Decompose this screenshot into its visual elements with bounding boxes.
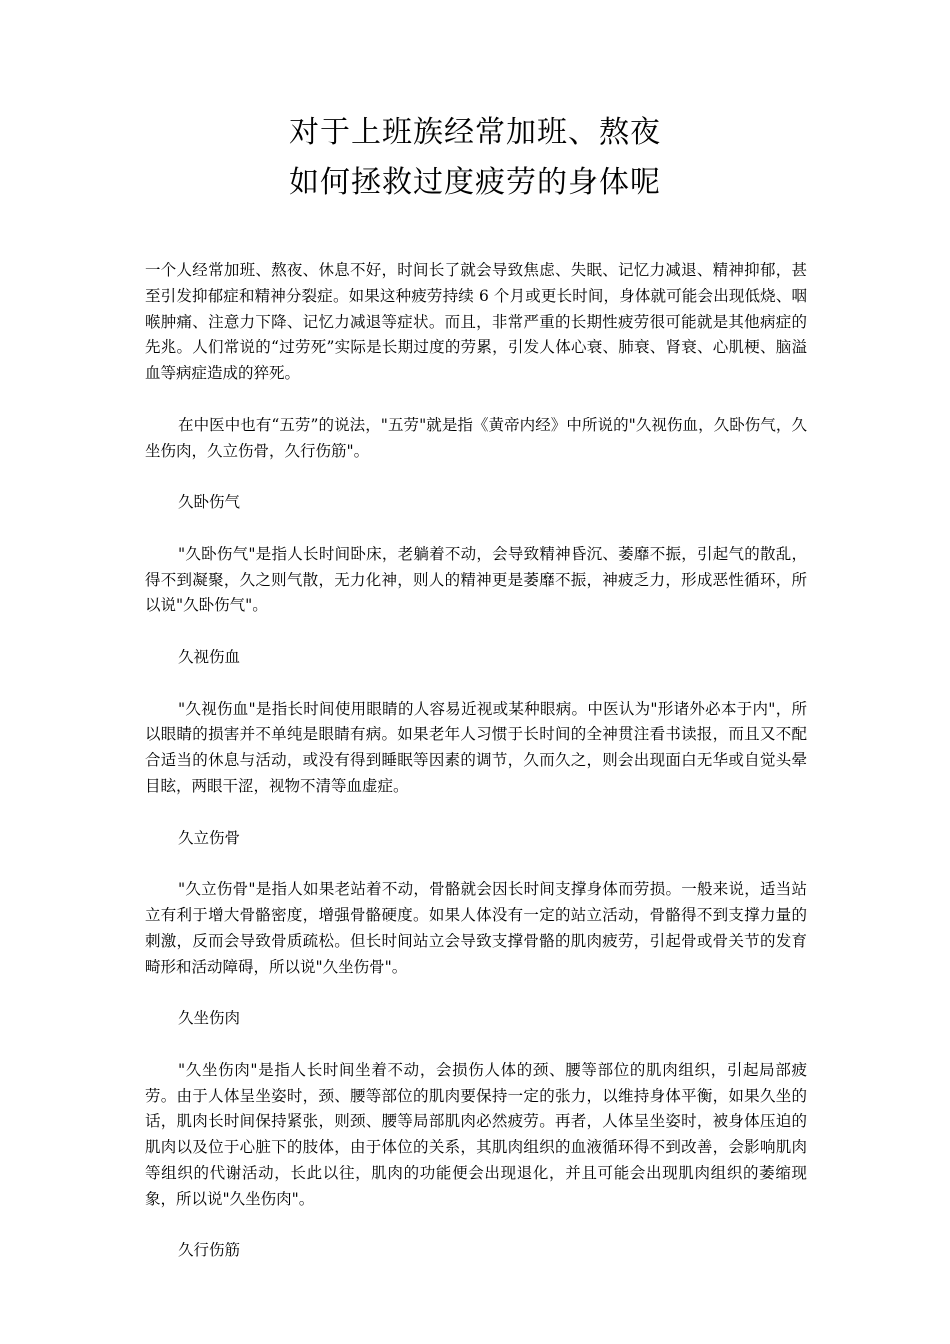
wulao-paragraph: 在中医中也有“五劳”的说法，"五劳"就是指《黄帝内经》中所说的"久视伤血，久卧伤气，久坐伤肉，久立伤骨，久行伤筋"。 [145,415,807,460]
jiuwo-paragraph: "久卧伤气"是指人长时间卧床，老躺着不动，会导致精神昏沉、萎靡不振，引起气的散乱，得不到凝聚，久之则气散，无力化神，则人的精神更是萎靡不振，神疲乏力，形成恶性循环，所以说"久卧伤气"。 [145,544,807,615]
section-heading-jiuwo: 久卧伤气 [178,493,241,512]
intro-paragraph: 一个人经常加班、熬夜、休息不好，时间长了就会导致焦虑、失眠、记忆力减退、精神抑郁，甚至引发抑郁症和精神分裂症。如果这种疲劳持续 6 个月或更长时间，身体就可能会出现低烧、咽喉肿痛、注意力下降、记忆力减退等症状。而且，非常严重的长期性疲劳很可能就是其他病症的先兆。人们常说的“过劳死”实际是长期过度的劳累，引发人体心衰、肺衰、肾衰、心肌梗、脑溢血等病症造成的猝死。 [145,261,807,383]
document-title [145,108,805,208]
title-line-1: 对于上班族经常加班、熬夜 [289,115,661,150]
section-heading-jiuxing: 久行伤筋 [178,1241,241,1260]
jiuli-paragraph: "久立伤骨"是指人如果老站着不动，骨骼就会因长时间支撑身体而劳损。一般来说，适当站立有利于增大骨骼密度，增强骨骼硬度。如果人体没有一定的站立活动，骨骼得不到支撑力量的刺激，反而会导致骨质疏松。但长时间站立会导致支撑骨骼的肌肉疲劳，引起骨或骨关节的发育畸形和活动障碍，所以说"久坐伤骨"。 [145,880,807,976]
title-line-2: 如何拯救过度疲劳的身体呢 [289,165,661,200]
section-heading-jiushi: 久视伤血 [178,647,241,666]
section-heading-jiuzuo: 久坐伤肉 [178,1009,241,1028]
section-heading-jiuli: 久立伤骨 [178,828,241,847]
document-body [145,258,807,1290]
jiuzuo-paragraph: "久坐伤肉"是指人长时间坐着不动，会损伤人体的颈、腰等部位的肌肉组织，引起局部疲劳。由于人体呈坐姿时，颈、腰等部位的肌肉要保持一定的张力，以维持身体平衡，如果久坐的话，肌肉长时间保持紧张，则颈、腰等局部肌肉必然疲劳。再者，人体呈坐姿时，被身体压迫的肌肉以及位于心脏下的肢体，由于体位的关系，其肌肉组织的血液循环得不到改善，会影响肌肉等组织的代谢活动，长此以往，肌肉的功能便会出现退化，并且可能会出现肌肉组织的萎缩现象，所以说"久坐伤肉"。 [145,1060,807,1208]
jiushi-paragraph: "久视伤血"是指长时间使用眼睛的人容易近视或某种眼病。中医认为"形诸外必本于内"，所以眼睛的损害并不单纯是眼睛有病。如果老年人习惯于长时间的全神贯注看书读报，而且又不配合适当的休息与活动，或没有得到睡眠等因素的调节，久而久之，则会出现面白无华或自觉头晕目眩，两眼干涩，视物不清等血虚症。 [145,699,807,795]
